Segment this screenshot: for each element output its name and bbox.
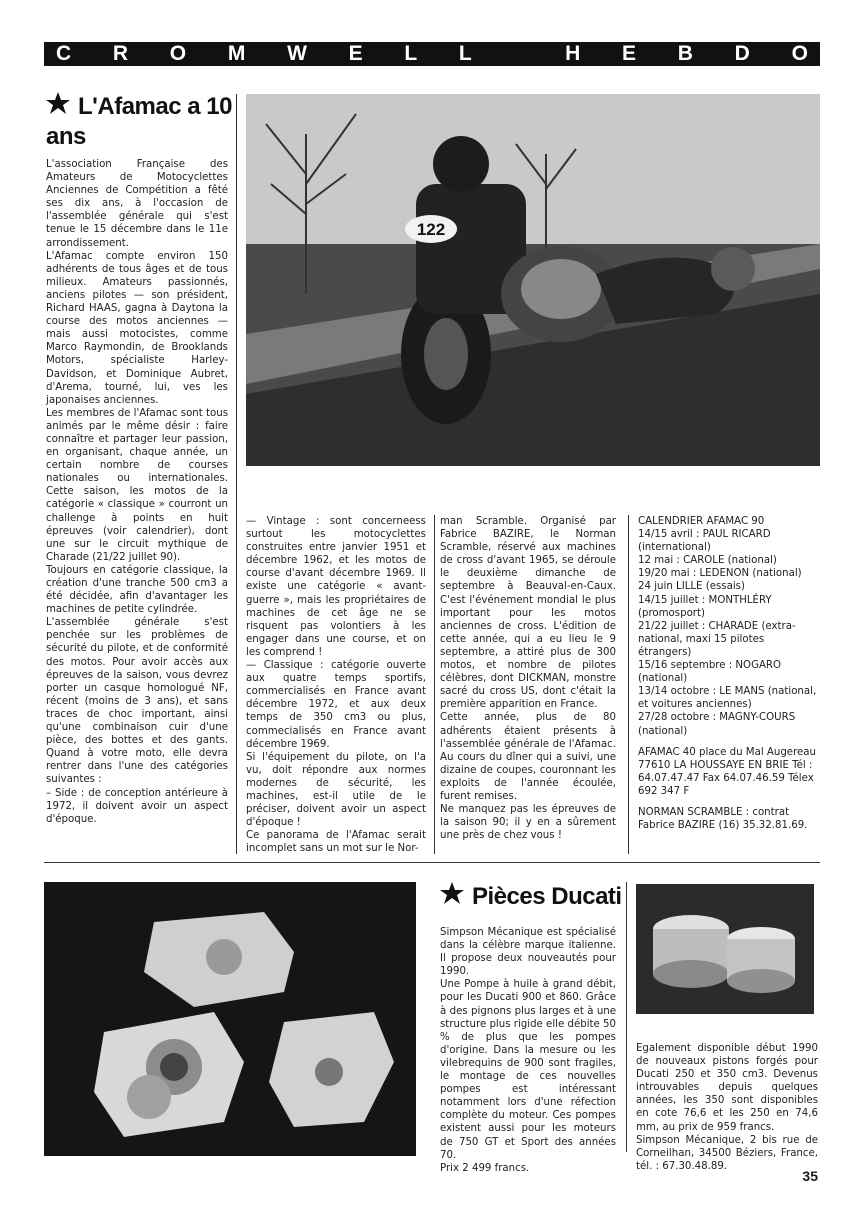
article-2-title: Pièces Ducati: [472, 883, 622, 910]
paragraph: L'assemblée générale s'est penchée sur les problèmes de sécurité du pilote, et de conformité des motos. Pour avoir accès aux épreuves de la saison, vous devrez porter un casque homologué NF, récent (moins de 3 ans), et sans traces de choc important, ainsi qu'une combinaison cuir d'une pièce, des bottes et des gants. Quand à votre moto, elle devra rentrer dans l'une des catégories suivantes :: [46, 617, 228, 786]
paragraph: Toujours en catégorie classique, la création d'une tranche 500 cm3 a été décidée, afin d'avantager les machines de petite cylindrée.: [46, 564, 228, 616]
calendar-entry: 14/15 avril : PAUL RICARD (international): [638, 529, 771, 554]
calendar-entry: 12 mai : CAROLE (national): [638, 555, 777, 567]
star-icon: [440, 882, 464, 912]
column-rule: [626, 882, 627, 1152]
contact-norman-scramble: NORMAN SCRAMBLE : contrat Fabrice BAZIRE (16) 35.32.81.69.: [638, 806, 808, 832]
column-rule: [236, 94, 237, 854]
pistons-photo: [636, 884, 814, 1014]
paragraph: Ce panorama de l'Afamac serait incomplet sans un mot sur le Nor-: [246, 830, 426, 855]
masthead-letter: E: [348, 42, 363, 65]
paragraph: – Side : de conception antérieure à 1972, il doivent avoir un aspect d'époque.: [46, 787, 228, 825]
paragraph: L'Afamac compte environ 150 adhérents de tous âges et de tous milieux. Amateurs passionnés, anciens pilotes — son président, Richard HAAS, gagna à Daytona la course des motos anciennes — mais aussi motocistes, comme Marco Raymondin, de Brooklands Motors, spécialiste Harley-Davidson, et Dominique Aubret, d'Arema, tourné, lui, ves les japonaises anciennes.: [46, 250, 228, 406]
paragraph: — Vintage : sont concerneess surtout les motocyclettes construites entre janvier 1951 et décembre 1962, et les motos de course d'avant décembre 1969. Il existe une catégorie « avant-guerre », mais les propriétaires de machines de cet âge ne se risquent pas volontiers à les engager dans une course, et on les comprend !: [246, 516, 426, 658]
section-rule: [44, 862, 820, 863]
star-icon: [46, 92, 70, 122]
calendar-entry: 27/28 octobre : MAGNY-COURS (national): [638, 712, 796, 737]
paragraph: man Scramble. Organisé par Fabrice BAZIRE, le Norman Scramble, réservé aux machines de cross d'avant 1965, se déroule le deuxième dimanche de septembre à Beauval-en-Caux. C'est l'événement mondial le plus important pour les motos anciennes de cross. L'édition de cette année, qui a eu lieu le 9 septembre, a attiré plus de 300 motos, et nombre de pilotes célèbres, dont DICKMAN, monstre sacré du cross US, dont c'était la première apparition en France.: [440, 516, 616, 711]
article-2-column-1: [440, 926, 616, 1175]
number-plate: 122: [416, 220, 446, 239]
spacer: [638, 798, 818, 806]
masthead: [44, 42, 820, 66]
page-number: 35: [802, 1168, 818, 1184]
masthead-letter: L: [404, 42, 418, 65]
masthead-letter: W: [287, 42, 307, 65]
paragraph: Simpson Mécanique, 2 bis rue de Corneilhan, 34500 Béziers, France, tél. : 67.30.48.89.: [636, 1134, 818, 1172]
article-2-column-2: [636, 1042, 818, 1173]
article-1-headline: [46, 92, 236, 152]
article-1-title: L'Afamac a 10 ans: [46, 93, 232, 150]
masthead-letter: M: [227, 42, 246, 65]
calendar-heading: CALENDRIER AFAMAC 90: [638, 516, 765, 527]
masthead-letter: H: [565, 42, 581, 65]
paragraph: Ne manquez pas les épreuves de la saison 90; il y en a sûrement une près de chez vous !: [440, 804, 616, 842]
paragraph: Une Pompe à huile à grand débit, pour les Ducati 900 et 860. Grâce à des pignons plus larges et à une structure plus rigide elle débite 50 % de plus que les pompes d'origine. Dans la mesure ou les vilebrequins de 900 sont fragiles, le montage de ces nouvelles pompes est intéressant notamment lors d'une réfection complète du moteur. Ces pompes existent aussi pour les moteurs de 750 GT et Sport des années 70.: [440, 979, 616, 1161]
column-rule: [434, 515, 435, 854]
article-1-column-3: [440, 515, 616, 842]
calendar-entry: 14/15 juillet : MONTHLÉRY (promosport): [638, 594, 772, 619]
column-rule: [628, 515, 629, 854]
masthead-letter: C: [56, 42, 72, 65]
calendar-column: [638, 515, 818, 832]
masthead-letter: O: [169, 42, 187, 65]
paragraph: Egalement disponible début 1990 de nouveaux pistons forgés pour Ducati 250 et 350 cm3. Devenus introuvables depuis quelques années, les 350 sont disponibles en cote 76,6 et les 250 en 74,6 mm, au prix de 959 francs.: [636, 1043, 818, 1133]
calendar-entry: 21/22 juillet : CHARADE (extra-national, maxi 15 pilotes étrangers): [638, 620, 796, 658]
paragraph: L'association Française des Amateurs de Motocyclettes Anciennes de Compétition a fêté ses dix ans, à l'occasion de l'assemblée générale qui s'est tenue le 15 décembre dans le 11e arrondissement.: [46, 159, 228, 249]
oil-pump-photo: [44, 882, 416, 1156]
paragraph: Simpson Mécanique est spécialisé dans la célèbre marque italienne. Il propose deux nouveautés pour 1990.: [440, 927, 616, 978]
masthead-letter: L: [458, 42, 472, 65]
article-1-column-2: [246, 515, 426, 855]
calendar-entry: 19/20 mai : LEDENON (national): [638, 568, 802, 580]
calendar-entry: 24 juin LILLE (essais): [638, 581, 745, 593]
paragraph: Les membres de l'Afamac sont tous animés par le même désir : faire connaître et partager leur passion, en organisant, chaque année, un certain nombre de courses nationales ou internationales. Cette saison, les motos de la catégorie « classique » courront un challenge à points en huit épreuves (voir calendrier), dont une sur le circuit mythique de Charade (21/22 juillet 90).: [46, 407, 228, 563]
contact-address: AFAMAC 40 place du Mal Augereau 77610 LA HOUSSAYE EN BRIE Tél : 64.07.47.47 Fax 64.07.46.59 Télex 692 347 F: [638, 746, 816, 797]
sidecar-race-photo: [246, 94, 820, 466]
paragraph: Prix 2 499 francs.: [440, 1162, 530, 1174]
spacer: [638, 738, 818, 746]
article-1-column-1: [46, 158, 228, 826]
calendar-entry: 15/16 septembre : NOGARO (national): [638, 660, 782, 685]
paragraph: Si l'équipement du pilote, on l'a vu, doit répondre aux normes modernes de sécurité, les machines, est-il utile de le préciser, doivent avoir un aspect d'époque !: [246, 751, 426, 829]
masthead-letter: E: [622, 42, 637, 65]
paragraph: — Classique : catégorie ouverte aux quatre temps sportifs, commercialisés en France avant décembre 1972, et aux deux temps de 350 cm3 ou plus, commecialisés en France avant décembre 1969.: [246, 660, 426, 750]
masthead-letter: O: [791, 42, 808, 65]
calendar-entry: 13/14 octobre : LE MANS (national, et voitures anciennes): [638, 686, 817, 711]
masthead-letter: D: [734, 42, 750, 65]
masthead-letter: B: [677, 42, 693, 65]
article-2-headline: [440, 882, 622, 912]
paragraph: Cette année, plus de 80 adhérents étaient présents à l'assemblée générale de l'Afamac. Au cours du dîner qui a suivi, une dizaine de coupes, couronnant les exploits de l'année écoulée, furent remises.: [440, 712, 616, 802]
masthead-letter: R: [112, 42, 129, 65]
